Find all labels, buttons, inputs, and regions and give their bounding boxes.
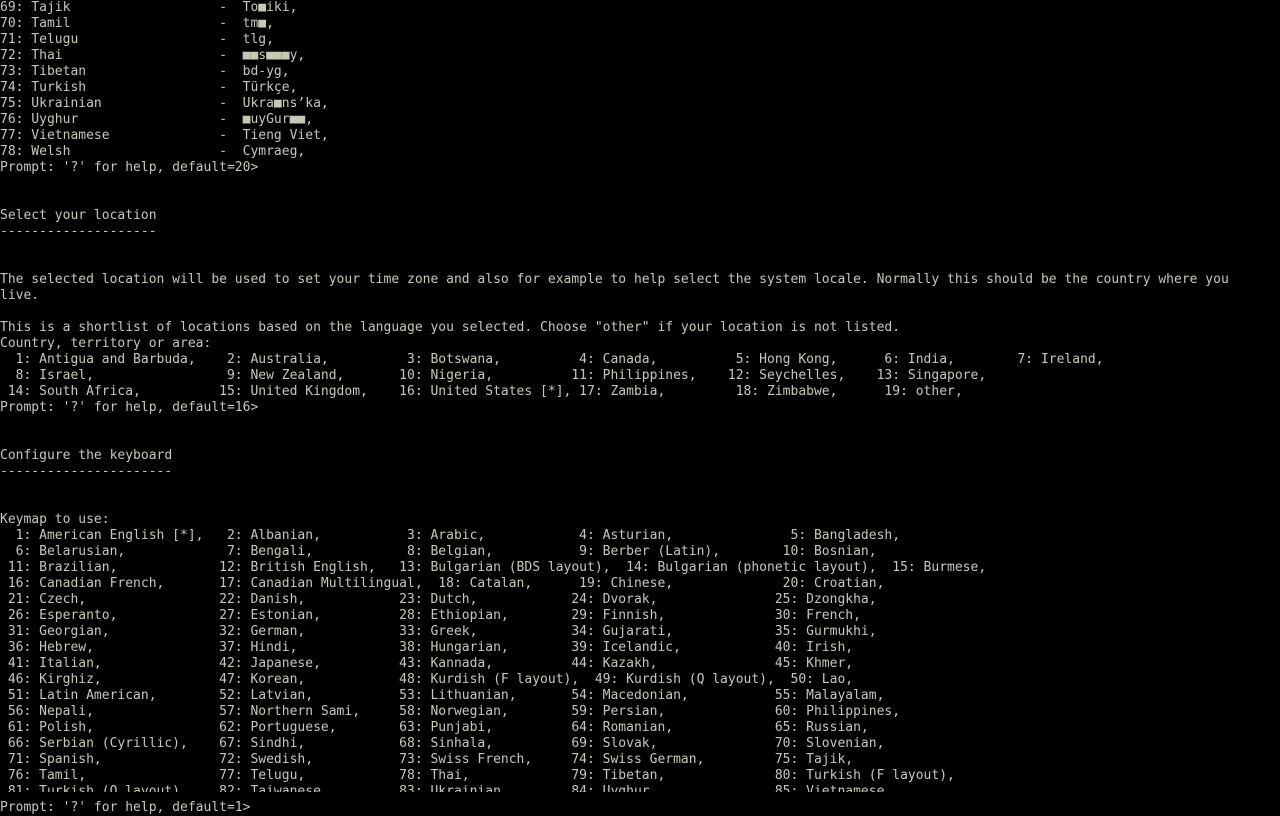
spacer	[0, 240, 1280, 256]
keymap-field-label: Keymap to use:	[0, 512, 110, 527]
location-description-cont: live.	[0, 288, 40, 303]
list-item: 1: Antigua and Barbuda, 2: Australia, 3: Botswana, 4: Canada, 5: Hong Kong, 6: India, 7: Ireland,	[0, 352, 1104, 367]
list-item: 69: Tajik - To■iki,	[0, 0, 298, 15]
spacer	[0, 256, 1280, 272]
list-item: 61: Polish, 62: Portuguese, 63: Punjabi, 64: Romanian, 65: Russian,	[0, 720, 869, 735]
location-section-title: Select your location	[0, 208, 157, 223]
spacer	[0, 496, 1280, 512]
list-item: 76: Tamil, 77: Telugu, 78: Thai, 79: Tibetan, 80: Turkish (F layout),	[0, 768, 955, 783]
location-field-label: Country, territory or area:	[0, 336, 212, 351]
list-item: 21: Czech, 22: Danish, 23: Dutch, 24: Dvorak, 25: Dzongkha,	[0, 592, 877, 607]
list-item: 71: Telugu - tlg,	[0, 32, 274, 47]
keyboard-section-title: Configure the keyboard	[0, 448, 173, 463]
keymap-prompt-text: Prompt: '?' for help, default=1>	[0, 800, 251, 815]
location-description: The selected location will be used to set your time zone and also for example to help select the system locale. Normally this should be the country where you	[0, 272, 1229, 287]
screen-bottom-margin	[0, 792, 1280, 800]
list-item: 8: Israel, 9: New Zealand, 10: Nigeria, 11: Philippines, 12: Seychelles, 13: Singapore,	[0, 368, 987, 383]
spacer	[0, 304, 1280, 320]
list-item: 31: Georgian, 32: German, 33: Greek, 34: Gujarati, 35: Gurmukhi,	[0, 624, 877, 639]
list-item: 70: Tamil - tm■,	[0, 16, 274, 31]
list-item: 76: Uyghur - ■uyGur■■,	[0, 112, 314, 127]
location-shortlist-note: This is a shortlist of locations based on the language you selected. Choose "other" if your location is not listed.	[0, 320, 901, 335]
location-section-rule: --------------------	[0, 224, 157, 239]
list-item: 16: Canadian French, 17: Canadian Multilingual, 18: Catalan, 19: Chinese, 20: Croatian,	[0, 576, 885, 591]
keyboard-section-rule: ----------------------	[0, 464, 173, 479]
language-list	[0, 0, 1280, 160]
list-item: 78: Welsh - Cymraeg,	[0, 144, 306, 159]
list-item: 41: Italian, 42: Japanese, 43: Kannada, 44: Kazakh, 45: Khmer,	[0, 656, 854, 671]
list-item: 74: Turkish - Türkçe,	[0, 80, 298, 95]
spacer	[0, 432, 1280, 448]
list-item: 1: American English [*], 2: Albanian, 3: Arabic, 4: Asturian, 5: Bangladesh,	[0, 528, 901, 543]
spacer	[0, 480, 1280, 496]
list-item: 56: Nepali, 57: Northern Sami, 58: Norwegian, 59: Persian, 60: Philippines,	[0, 704, 901, 719]
language-prompt[interactable]: Prompt: '?' for help, default=20>	[0, 160, 259, 175]
list-item: 66: Serbian (Cyrillic), 67: Sindhi, 68: Sinhala, 69: Slovak, 70: Slovenian,	[0, 736, 885, 751]
spacer	[0, 416, 1280, 432]
spacer	[0, 192, 1280, 208]
list-item: 14: South Africa, 15: United Kingdom, 16: United States [*], 17: Zambia, 18: Zimbabwe, 19: other,	[0, 384, 963, 399]
list-item: 11: Brazilian, 12: British English, 13: Bulgarian (BDS layout), 14: Bulgarian (phonetic layout), 15: Burmese,	[0, 560, 987, 575]
list-item: 71: Spanish, 72: Swedish, 73: Swiss French, 74: Swiss German, 75: Tajik,	[0, 752, 854, 767]
list-item: 72: Thai - ■■s■■■y,	[0, 48, 306, 63]
list-item: 75: Ukrainian - Ukra■ns’ka,	[0, 96, 329, 111]
list-item: 46: Kirghiz, 47: Korean, 48: Kurdish (F layout), 49: Kurdish (Q layout), 50: Lao,	[0, 672, 854, 687]
keymap-prompt[interactable]	[0, 800, 1280, 816]
list-item: 77: Vietnamese - Tieng Viet,	[0, 128, 329, 143]
list-item: 26: Esperanto, 27: Estonian, 28: Ethiopian, 29: Finnish, 30: French,	[0, 608, 861, 623]
list-item: 51: Latin American, 52: Latvian, 53: Lithuanian, 54: Macedonian, 55: Malayalam,	[0, 688, 885, 703]
spacer	[0, 176, 1280, 192]
list-item: 6: Belarusian, 7: Bengali, 8: Belgian, 9: Berber (Latin), 10: Bosnian,	[0, 544, 877, 559]
location-prompt[interactable]: Prompt: '?' for help, default=16>	[0, 400, 259, 415]
list-item: 36: Hebrew, 37: Hindi, 38: Hungarian, 39: Icelandic, 40: Irish,	[0, 640, 854, 655]
keymap-list	[0, 528, 1280, 800]
list-item: 73: Tibetan - bd-yg,	[0, 64, 290, 79]
